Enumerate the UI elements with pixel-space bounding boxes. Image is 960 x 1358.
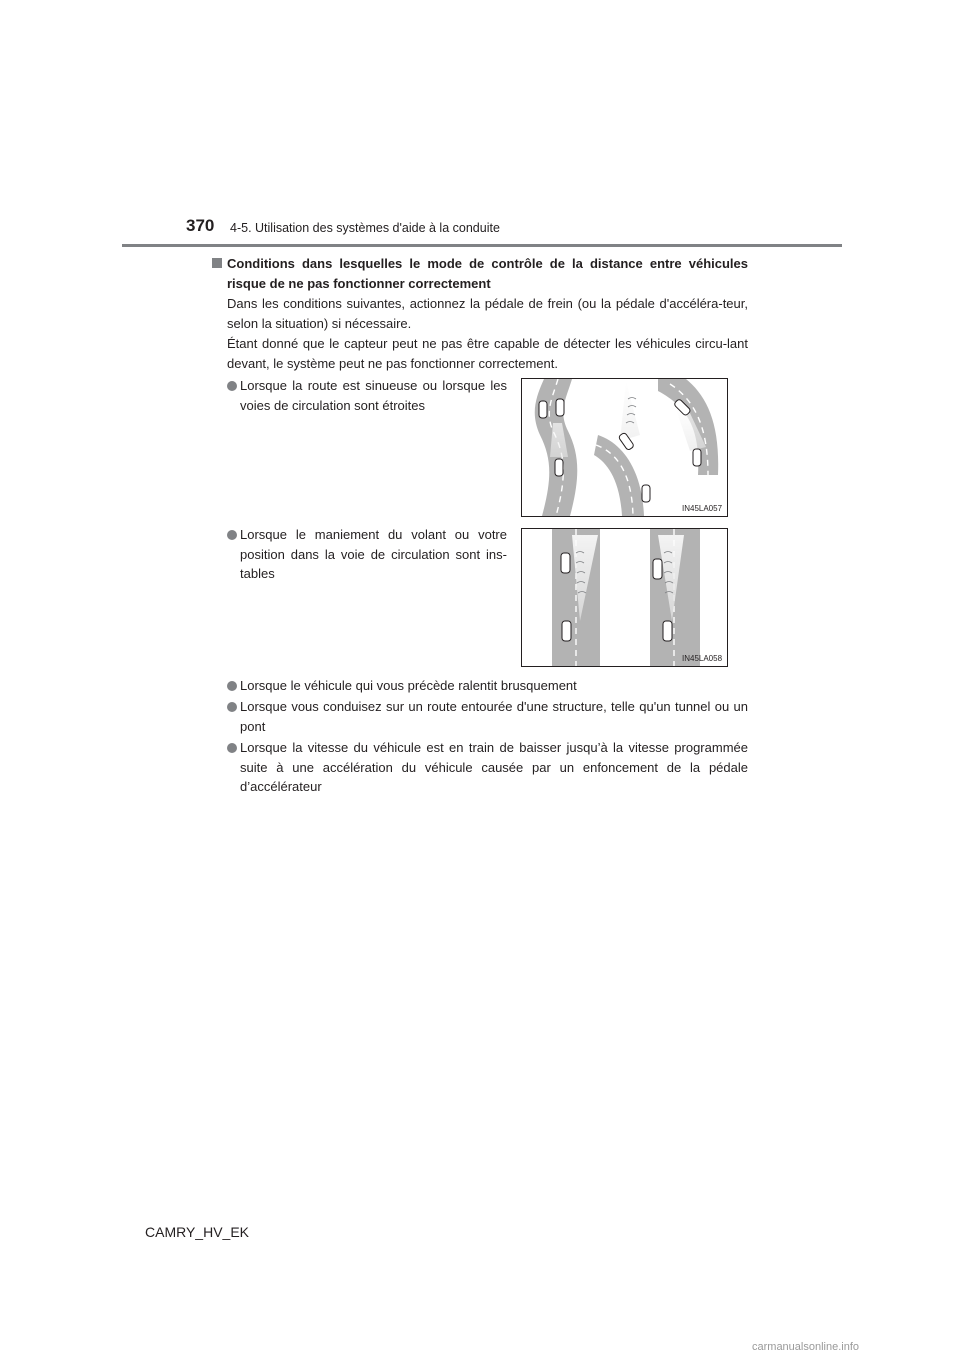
list-item [227,697,748,736]
list-item-text: Lorsque le véhicule qui vous précède ralentit brusquement [240,678,577,693]
section-heading-text: Conditions dans lesquelles le mode de contrôle de la distance entre véhicules risque de ne pas fonctionner correctement [227,256,748,291]
bullet-icon [227,381,237,391]
square-bullet-icon [212,258,222,268]
list-item [227,738,748,797]
list-item [227,376,507,415]
winding-roads-illustration [522,379,727,516]
list-item-text: Lorsque vous conduisez sur un route entourée d'une structure, telle qu'un tunnel ou un pont [240,699,748,734]
list-item-text: Lorsque la route est sinueuse ou lorsque les voies de circulation sont étroites [240,378,507,413]
paragraph-intro: Dans les conditions suivantes, actionnez la pédale de frein (ou la pédale d'accéléra-teur, selon la situation) si nécessaire. [227,296,748,331]
bullet-icon [227,702,237,712]
bullet-icon [227,681,237,691]
unstable-position-illustration [522,529,727,666]
bullet-icon [227,530,237,540]
watermark[interactable]: carmanualsonline.info [752,1341,860,1353]
section-heading [212,254,748,293]
paragraph-sensor: Étant donné que le capteur peut ne pas être capable de détecter les véhicules circu-lant devant, le système peut ne pas fonctionner correctement. [227,336,748,371]
list-item-text: Lorsque le maniement du volant ou votre position dans la voie de circulation sont ins-tables [240,527,507,581]
header-rule [122,244,842,247]
list-item [227,525,507,584]
list-item [227,676,748,696]
list-item-text: Lorsque la vitesse du véhicule est en train de baisser jusqu’à la vitesse programmée suite à une accélération du véhicule causée par un enfoncement de la pédale d’accélérateur [240,740,748,794]
model-code: CAMRY_HV_EK [145,1224,250,1240]
bullet-icon [227,743,237,753]
running-head: 4-5. Utilisation des systèmes d'aide à la conduite [230,221,500,235]
page-number: 370 [186,216,215,235]
figure-unstable-position [521,528,728,667]
figure-winding-roads [521,378,728,517]
figure-code: IN45LA057 [682,504,723,513]
figure-code: IN45LA058 [682,654,723,663]
